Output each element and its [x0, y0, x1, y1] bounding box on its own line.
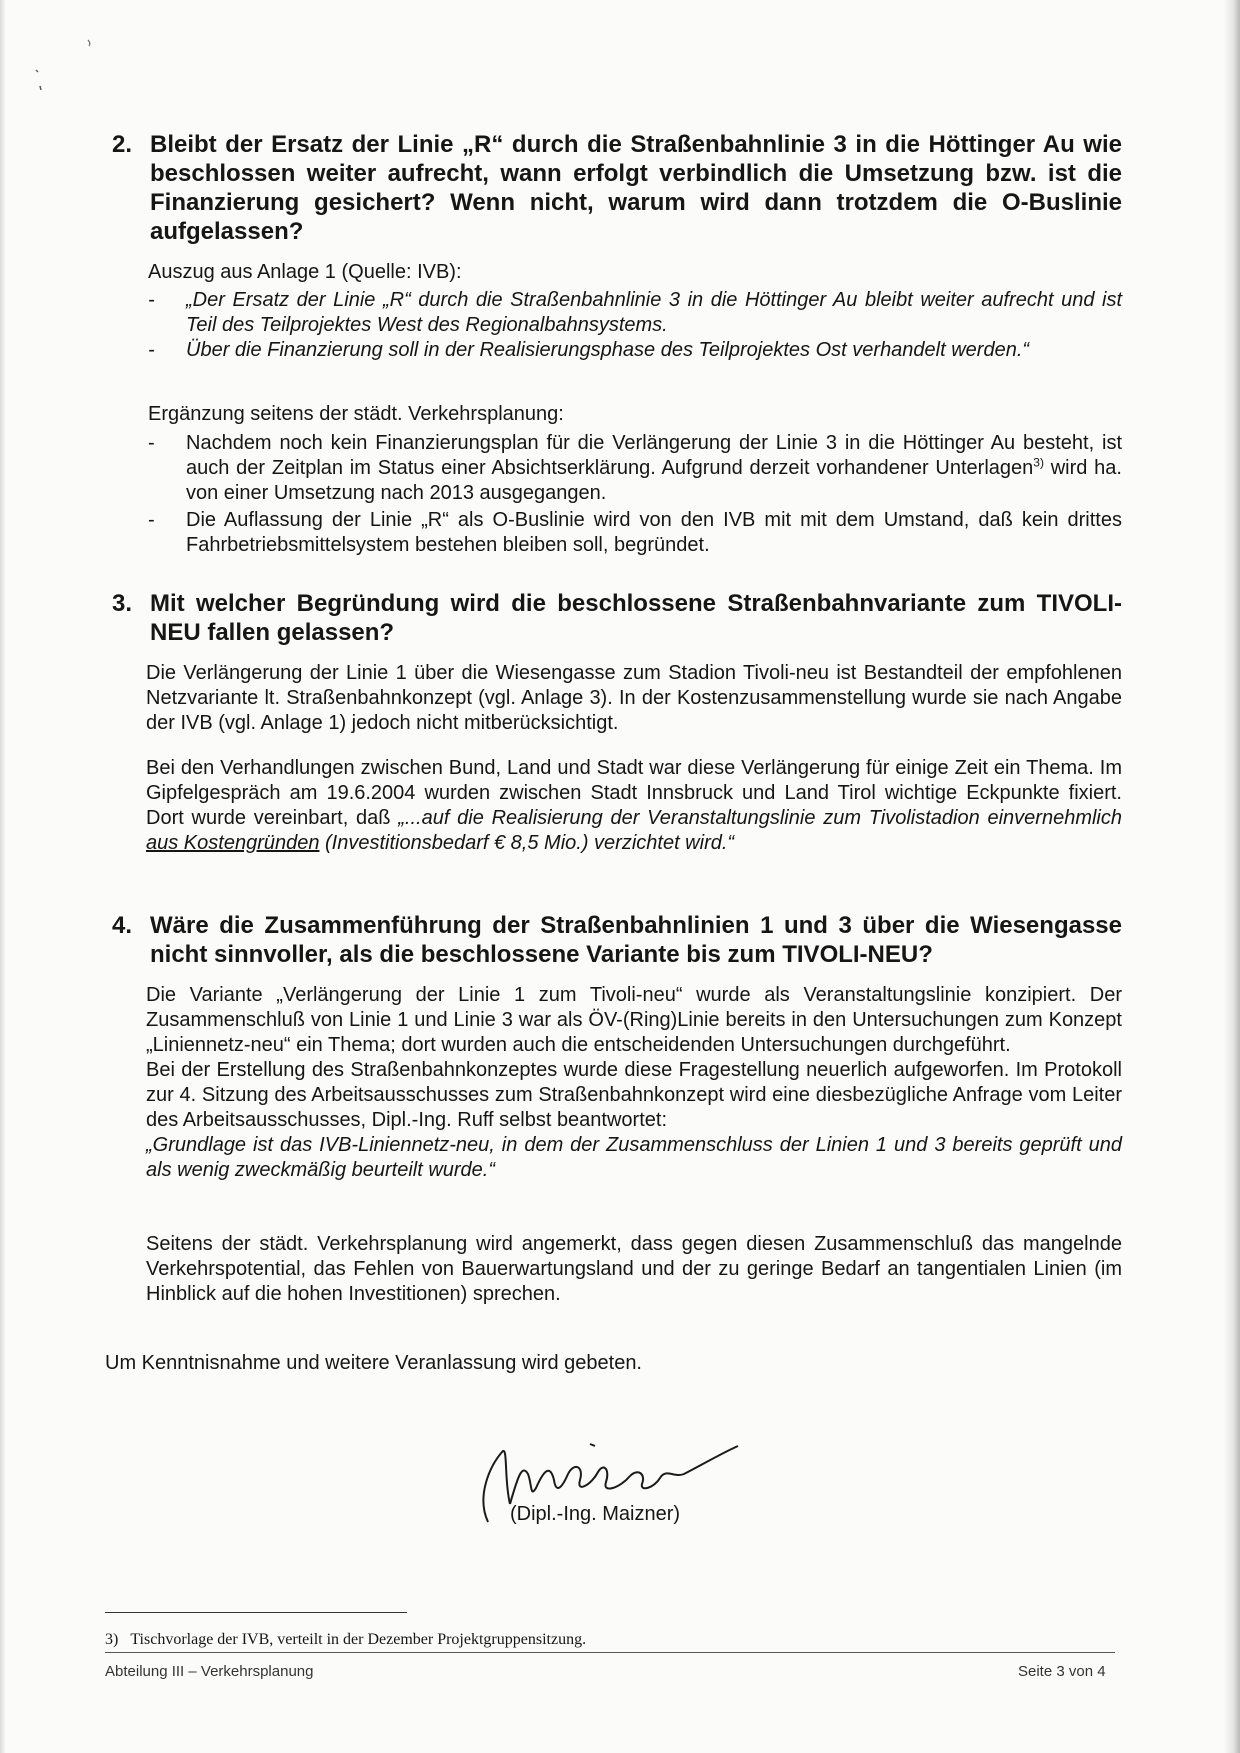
footer-page-number: Seite 3 von 4 — [1018, 1663, 1106, 1680]
footer-department: Abteilung III – Verkehrsplanung — [105, 1663, 314, 1680]
section-4-paragraph-1: Die Variante „Verlängerung der Linie 1 zum Tivoli-neu“ wurde als Veranstaltungslinie konzipiert. Der Zusammenschluß von Linie 1 und Linie 3 war als ÖV-(Ring)Linie bereits in den Untersuchungen zum Konzept „Liniennetz-neu“ ein Thema; dort wurden auch die entscheidenden Untersuchungen durchgeführt. Bei der Erstellung des Straßenbahnkonzeptes wurde diese Fragestellung neuerlich aufgeworfen. Im Protokoll zur 4. Sitzung des Arbeitsausschusses zum Straßenbahnkonzept wird eine diesbezügliche Anfrage vom Leiter des Arbeitsausschusses, Dipl.-Ing. Ruff selbst beantwortet: „Grundlage ist das IVB-Liniennetz-neu, in dem der Zusammenschluss der Linien 1 und 3 bereits geprüft und als wenig zweckmäßig beurteilt wurde.“ — [146, 984, 1122, 1181]
question-3-text: Mit welcher Begründung wird die beschlossene Straßenbahnvariante zum TIVOLI-NEU fallen gelassen? — [150, 590, 1122, 646]
question-4 — [112, 911, 1122, 969]
section-3-paragraph-1: Die Verlängerung der Linie 1 über die Wiesengasse zum Stadion Tivoli-neu ist Bestandteil der empfohlenen Netzvariante lt. Straßenbahnkonzept (vgl. Anlage 3). In der Kostenzusammenstellung wurde sie nach Angabe der IVB (vgl. Anlage 1) jedoch nicht mitberücksichtigt. — [146, 662, 1122, 734]
section-4-paragraph-2: Seitens der städt. Verkehrsplanung wird angemerkt, dass gegen diesen Zusammenschluß das mangelnde Verkehrspotential, das Fehlen von Bauerwartungsland und der zu geringe Bedarf an tangentialen Linien (im Hinblick auf die hohen Investitionen) sprechen. — [146, 1233, 1122, 1305]
supplement-label: Ergänzung seitens der städt. Verkehrsplanung: — [148, 403, 564, 425]
footnote-number: 3) — [105, 1631, 119, 1648]
footnote-ref-3: 3) — [1033, 455, 1044, 470]
question-4-text: Wäre die Zusammenführung der Straßenbahnlinien 1 und 3 über die Wiesengasse nicht sinnvoller, als die beschlossene Variante bis zum TIVOLI-NEU? — [150, 912, 1122, 968]
question-4-number: 4. — [112, 912, 133, 939]
footer-rule — [105, 1652, 1115, 1653]
question-3-number: 3. — [112, 590, 133, 617]
excerpt-label: Auszug aus Anlage 1 (Quelle: IVB): — [148, 261, 462, 283]
footnote — [105, 1630, 586, 1650]
question-2-number: 2. — [112, 131, 133, 158]
section-3-paragraph-2: Bei den Verhandlungen zwischen Bund, Land und Stadt war diese Verlängerung für einige Zeit ein Thema. Im Gipfelgespräch am 19.6.2004 wurden zwischen Stadt Innsbruck und Land Tirol wichtige Eckpunkte fixiert. Dort wurde vereinbart, daß „...auf die Realisierung der Veranstaltungslinie zum Tivolistadion einvernehmlich aus Kostengründen (Investitionsbedarf € 8,5 Mio.) verzichtet wird.“ — [146, 757, 1122, 854]
footnote-separator — [105, 1612, 407, 1613]
supplement-item-1: - Nachdem noch kein Finanzierungsplan für die Verlängerung der Linie 3 in die Höttinger Au besteht, ist auch der Zeitplan im Status einer Absichtserklärung. Aufgrund derzeit vorhandener Unterlagen$^{3)}$ wird ha. von einer Umsetzung nach 2013 ausgegangen. — [148, 432, 1122, 504]
supplement-item-2: - Die Auflassung der Linie „R“ als O-Buslinie wird von den IVB mit mit dem Umstand, daß kein drittes Fahrbetriebsmittelsystem bestehen bleiben soll, begründet. — [148, 509, 1122, 556]
signatory-name: (Dipl.-Ing. Maizner) — [510, 1503, 681, 1525]
scan-specks — [28, 36, 118, 106]
question-2-text: Bleibt der Ersatz der Linie „R“ durch die Straßenbahnlinie 3 in die Höttinger Au wie beschlossen weiter aufrecht, wann erfolgt verbindlich die Umsetzung bzw. ist die Finanzierung gesichert? Wenn nicht, warum wird dann trotzdem die O-Buslinie aufgelassen? — [150, 131, 1122, 245]
question-3 — [112, 589, 1122, 647]
scan-edge-right — [1224, 0, 1240, 1753]
closing-sentence: Um Kenntnisnahme und weitere Veranlassung wird gebeten. — [105, 1352, 642, 1374]
excerpt-item-2: - Über die Finanzierung soll in der Realisierungsphase des Teilprojektes Ost verhandelt werden.“ — [148, 339, 1030, 361]
scan-edge-left — [0, 0, 6, 1753]
footnote-text: Tischvorlage der IVB, verteilt in der Dezember Projektgruppensitzung. — [130, 1631, 587, 1648]
question-2 — [112, 130, 1122, 246]
excerpt-item-1: - „Der Ersatz der Linie „R“ durch die Straßenbahnlinie 3 in die Höttinger Au bleibt weiter aufrecht und ist Teil des Teilprojektes West des Regionalbahnsystems. — [148, 289, 1122, 336]
